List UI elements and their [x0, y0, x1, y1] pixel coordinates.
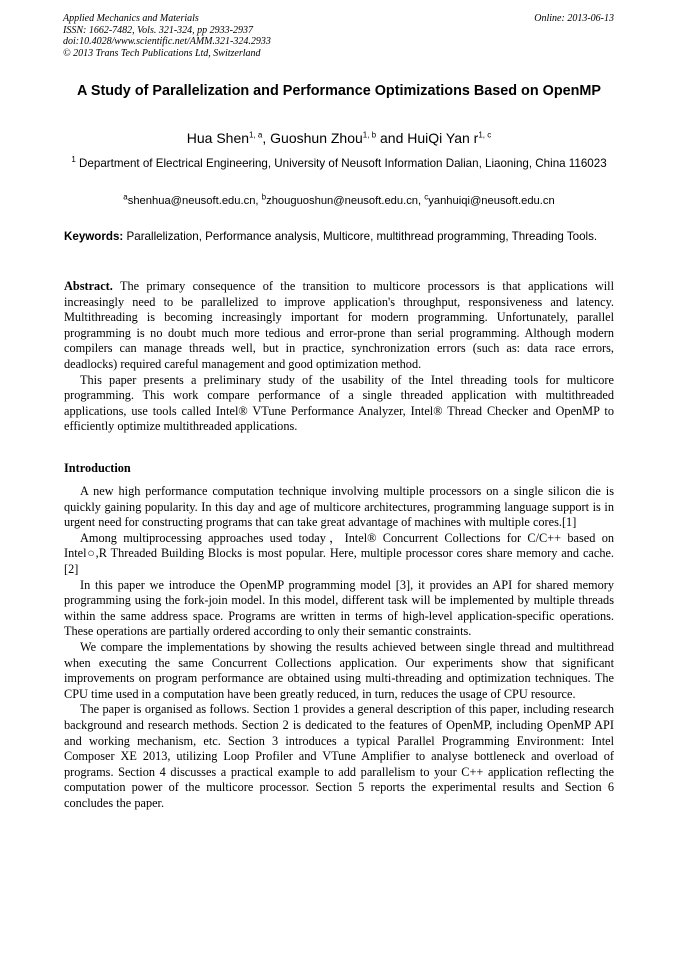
paper-title: A Study of Parallelization and Performance Optimizations Based on OpenMP [76, 83, 601, 99]
author-affil-mark: 1, c [478, 130, 492, 140]
email-separator: , [418, 195, 425, 207]
abstract-paragraph: This paper presents a preliminary study of the usability of the Intel threading tools for multicore programming. This work compare performance of a single threaded application with multithreaded applications, use tools called Intel® VTune Performance Analyzer, Intel® Thread Checker and OpenMP to efficiently optimize multithreaded applications. [64, 372, 614, 434]
keywords-label: Keywords: [64, 230, 124, 243]
email-mark: b [261, 192, 267, 202]
intro-paragraph: A new high performance computation technique involving multiple processors on a single silicon die is quickly gaining popularity. In this day and age of multicore architectures, programming language support is in urgent need for constructing programs that can take great advantage of machines with multiple cores.[1] [64, 484, 614, 530]
email-address: shenhua@neusoft.edu.cn [127, 195, 256, 207]
affiliation-mark: 1 [71, 155, 76, 165]
author-affil-mark: 1, b [362, 130, 377, 140]
email-mark: a [123, 192, 128, 202]
abstract-label: Abstract. [64, 279, 113, 293]
introduction-body [64, 484, 614, 811]
email-address: zhouguoshun@neusoft.edu.cn [266, 195, 419, 207]
email-mark: c [424, 192, 429, 202]
email-address: yanhuiqi@neusoft.edu.cn [428, 195, 555, 207]
issn-line: ISSN: 1662-7482, Vols. 321-324, pp 2933-2937 [63, 24, 253, 36]
abstract-text: The primary consequence of the transition to multicore processors is that applications will increasingly need to be parallelized to improve application's throughput, responsiveness and latency. Multithreading is becoming increasingly important for modern programming. Unfortunately, parallel programming is no doubt much more tedious and error-prone than serial programming. Although modern compilers can manage threads well, but in practice, synchronization errors (such as: data race errors, deadlocks) required careful management and good optimization method. [64, 279, 614, 371]
email-list [64, 194, 614, 208]
intro-paragraph: In this paper we introduce the OpenMP programming model [3], it provides an API for shared memory programming using the fork-join model. In this model, different task will be implemented by multiple threads within the same address space. Programs are written in terms of high-level application-specific operations. These operations are partially ordered according to only their semantic constraints. [64, 577, 614, 639]
keywords-text: Parallelization, Performance analysis, Multicore, multithread programming, Threading Tools. [126, 230, 598, 243]
intro-paragraph: Among multiprocessing approaches used today，Intel® Concurrent Collections for C/C++ based on Intel○,R Threaded Building Blocks is most popular. Here, multiple processor cores share memory and cache.[2] [64, 530, 614, 576]
copyright-line: © 2013 Trans Tech Publications Ltd, Switzerland [63, 47, 261, 59]
keywords [64, 229, 614, 244]
intro-paragraph: The paper is organised as follows. Section 1 provides a general description of this paper, including research background and research methods. Section 2 is dedicated to the features of OpenMP, including OpenMP API and working mechanism, etc. Section 3 introduces a typical Parallel Programming Environment: Intel Composer XE 2013, utilizing Loop Profiler and VTune Amplifier to analyse bottleneck and overload of programs. Section 4 discusses a practical example to add parallelism to your C++ application reflecting the computation power of the multicore processor. Section 5 reports the experimental results and Section 6 concludes the paper. [64, 702, 614, 810]
section-heading-introduction: Introduction [64, 461, 131, 475]
author-separator: , [262, 130, 271, 146]
doi-line: doi:10.4028/www.scientific.net/AMM.321-324.2933 [63, 36, 271, 47]
author-affil-mark: 1, a [249, 130, 263, 140]
online-date: Online: 2013-06-13 [534, 13, 614, 24]
author-list [64, 130, 614, 147]
author-separator: and [376, 130, 408, 146]
affiliation-text: Department of Electrical Engineering, University of Neusoft Information Dalian, Liaoning, China 116023 [79, 157, 607, 170]
author-name: Guoshun Zhou [270, 130, 363, 146]
author-name: HuiQi Yan r [407, 130, 479, 146]
email-separator: , [255, 195, 262, 207]
abstract [64, 279, 614, 435]
intro-paragraph: We compare the implementations by showing the results achieved between single thread and multithread when executing the same Concurrent Collections application. Our experiments show that significant improvements on program performance are obtained using multi-threading and optimization techniques. The CPU time used in a computation have been greatly reduced, in turn, reduces the usage of CPU resource. [64, 639, 614, 701]
journal-name: Applied Mechanics and Materials [63, 13, 199, 24]
abstract-paragraph [64, 279, 614, 373]
affiliation [64, 156, 614, 171]
author-name: Hua Shen [186, 130, 250, 146]
journal-header [63, 13, 393, 59]
